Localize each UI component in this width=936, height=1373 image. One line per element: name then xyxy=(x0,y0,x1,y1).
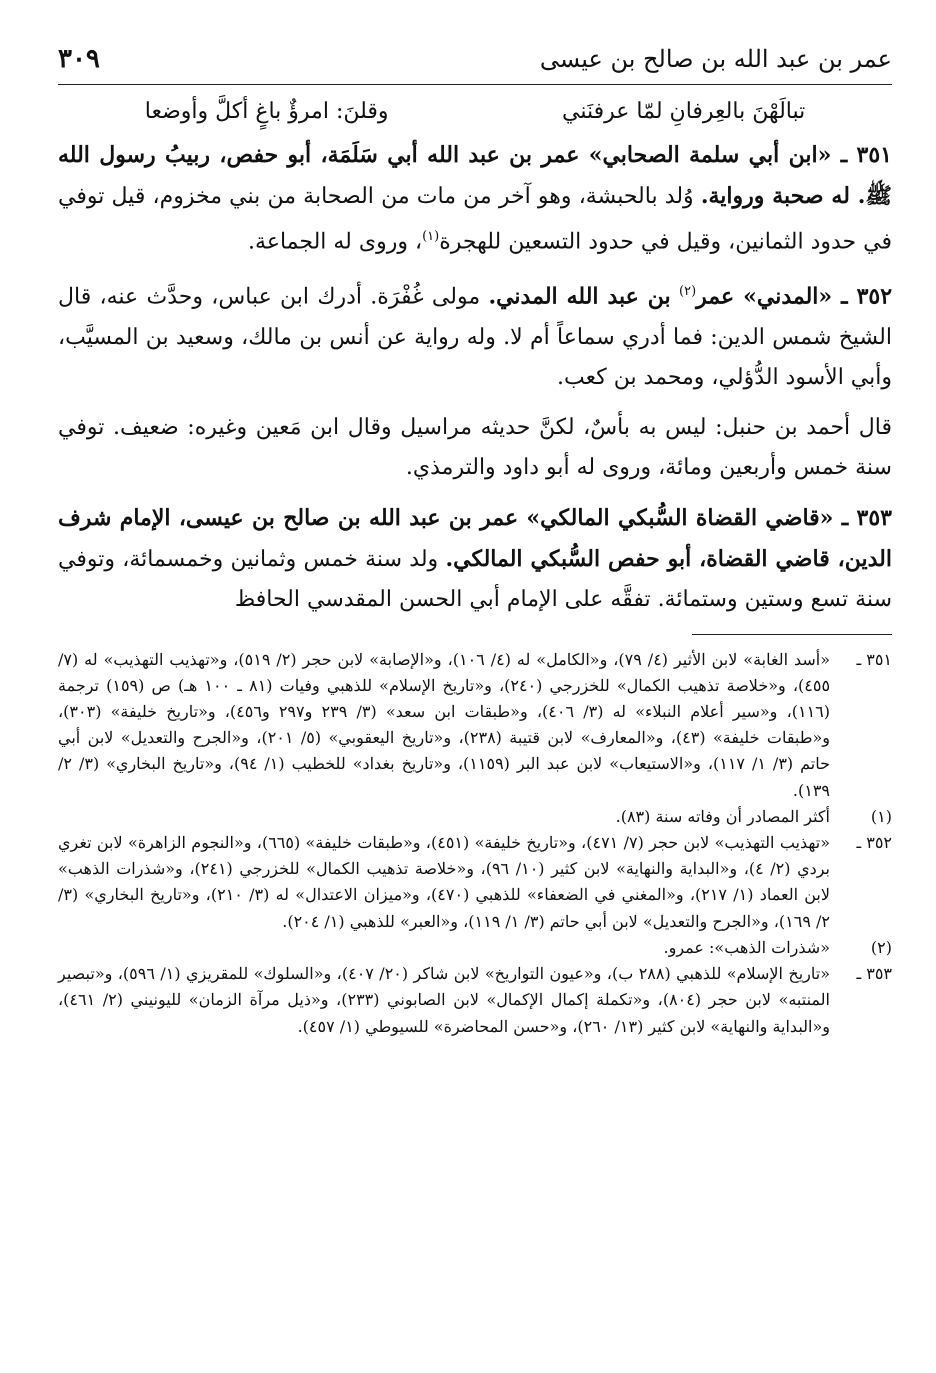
entry-352-paragraph-2: قال أحمد بن حنبل: ليس به بأسٌ، لكنَّ حديثه مراسيل وقال ابن مَعين وغيره: ضعيف. توفي سنة خمس وأربعين ومائة، وروى له أبو داود والترمذي. xyxy=(58,414,892,480)
verse-hemistich-left: وقلنَ: امرؤٌ باغٍ أكلَّ وأوضعا xyxy=(144,99,389,124)
entry-351-heading: ٣٥١ ـ «ابن أبي سلمة الصحابي» عمر بن عبد الله أبي سَلَمَة، أبو حفص، ربيبُ رسول الله ﷺ. له صحبة ورواية. xyxy=(58,142,893,209)
entry-353 xyxy=(58,498,892,620)
header-title: عمر بن عبد الله بن صالح بن عيسى xyxy=(539,45,892,73)
footnote-2-number: (٢) xyxy=(870,937,892,957)
footnote-353-number: ٣٥٣ ـ xyxy=(856,964,892,984)
book-page xyxy=(58,44,892,1343)
entry-352 xyxy=(58,272,892,397)
footnote-352-text: «تهذيب التهذيب» لابن حجر (٧/ ٤٧١)، و«تاريخ خليفة» (٤٥١)، و«طبقات خليفة» (٦٦٥)، و«النجوم الزاهرة» لابن تغري بردي (٢/ ٤)، و«البداية والنهاية» لابن كثير (١٠/ ٩٦)، و«خلاصة تذهيب الكمال» للخزرجي (٢٤١)، و«شذرات الذهب» لابن العماد (١/ ٢١٧)، و«المغني في الضعفاء» للذهبي (٤٧٠)، و«ميزان الاعتدال» له (٣/ ٢١٠)، و«تاريخ البخاري» (٣/ ٢/ ١٦٩)، و«الجرح والتعديل» لابن أبي حاتم (٣/ ١/ ١١٩)، و«العبر» للذهبي (١/ ٢٠٤). xyxy=(58,833,831,931)
footnote-1 xyxy=(58,804,892,830)
running-header xyxy=(58,44,892,85)
footnote-separator xyxy=(692,634,892,635)
entry-351-body-end: ، وروى له الجماعة. xyxy=(248,229,423,255)
entry-352-body: مولى غُفْرَة. أدرك ابن عباس، وحدَّث عنه، قال الشيخ شمس الدين: فما أدري سماعاً أم لا. وله رواية عن أنس بن مالك، وسعيد بن المسيَّب، وأبي الأسود الدُّؤلي، ومحمد بن كعب. xyxy=(58,284,892,390)
entry-351 xyxy=(58,135,892,262)
footnote-1-number: (١) xyxy=(870,806,892,826)
footnote-352 xyxy=(58,830,892,935)
footnote-351-number: ٣٥١ ـ xyxy=(856,649,892,669)
footnote-353 xyxy=(58,961,892,1040)
page-number: ٣٠٩ xyxy=(58,44,100,74)
footnote-351-text: «أسد الغابة» لابن الأثير (٤/ ٧٩)، و«الكامل» له (٤/ ١٠٦)، و«الإصابة» لابن حجر (٢/ ٥١٩)، و«تهذيب التهذيب» له (٧/ ٤٥٥)، و«خلاصة تذهيب الكمال» للخزرجي (٢٤٠)، و«تاريخ الإسلام» للذهبي وفيات (٨١ ـ ١٠٠ هـ) ص (١٥٩) ترجمة (١١٦)، و«سير أعلام النبلاء» له (٣/ ٤٠٦)، و«طبقات ابن سعد» (٣/ ٢٣٩ و٢٩٧ و٤٥٦)، و«تاريخ خليفة» (٣٠٣)، و«طبقات خليفة» (٤٣)، و«المعارف» لابن قتيبة (٢٣٨)، و«تاريخ اليعقوبي» (٥/ ٢٠١)، و«الجرح والتعديل» لابن أبي حاتم (٣/ ١/ ١١٧)، و«الاستيعاب» لابن عبد البر (١١٥٩)، و«تاريخ بغداد» للخطيب (١/ ٩٤)، و«تاريخ البخاري» (٣/ ٢/ ١٣٩). xyxy=(58,649,831,800)
entry-353-heading: ٣٥٣ ـ «قاضي القضاة السُّبكي المالكي» عمر بن عبد الله بن صالح بن عيسى، الإمام شرف الدين، قاضي القضاة، أبو حفص السُّبكي المالكي. xyxy=(58,504,892,572)
footnote-mark-1: (١) xyxy=(422,229,440,244)
entry-352-heading-a: ٣٥٢ ـ «المدني» عمر xyxy=(696,283,893,310)
entry-352-heading-b: بن عبد الله المدني. xyxy=(488,283,671,310)
footnote-1-text: أكثر المصادر أن وفاته سنة (٨٣). xyxy=(615,806,830,826)
footnote-mark-2: (٢) xyxy=(679,284,697,300)
footnote-353-text: «تاريخ الإسلام» للذهبي (٢٨٨ ب)، و«عيون التواريخ» لابن شاكر (٢٠/ ٤٠٧)، و«السلوك» للمقريزي (١/ ٥٩٦)، و«تبصير المنتبه» لابن حجر (٨٠٤)، و«تكملة إكمال الإكمال» لابن الصابوني (٢٣٣)، و«ذيل مرآة الزمان» لليونيني (٢/ ٤٦١)، و«البداية والنهاية» لابن كثير (١٣/ ٢٦٠)، و«حسن المحاضرة» للسيوطي (١/ ٤٥٧). xyxy=(58,964,831,1036)
footnote-351 xyxy=(58,647,892,804)
verse-hemistich-right: تبالَهْنَ بالعِرفانِ لمّا عرفنَني xyxy=(562,99,806,124)
footnote-352-number: ٣٥٢ ـ xyxy=(856,833,892,853)
entry-353-body: ولد سنة خمس وثمانين وخمسمائة، وتوفي سنة تسع وستين وستمائة. تفقَّه على الإمام أبي الحسن المقدسي الحافظ xyxy=(58,546,892,612)
footnote-2-text: «شذرات الذهب»: عمرو. xyxy=(663,937,830,957)
footnote-2 xyxy=(58,935,892,961)
entry-351-body: وُلد بالحبشة، وهو آخر من مات من الصحابة من بني مخزوم، قيل توفي في حدود الثمانين، وقيل في حدود التسعين للهجرة xyxy=(58,184,892,255)
poetry-verse xyxy=(58,99,892,135)
